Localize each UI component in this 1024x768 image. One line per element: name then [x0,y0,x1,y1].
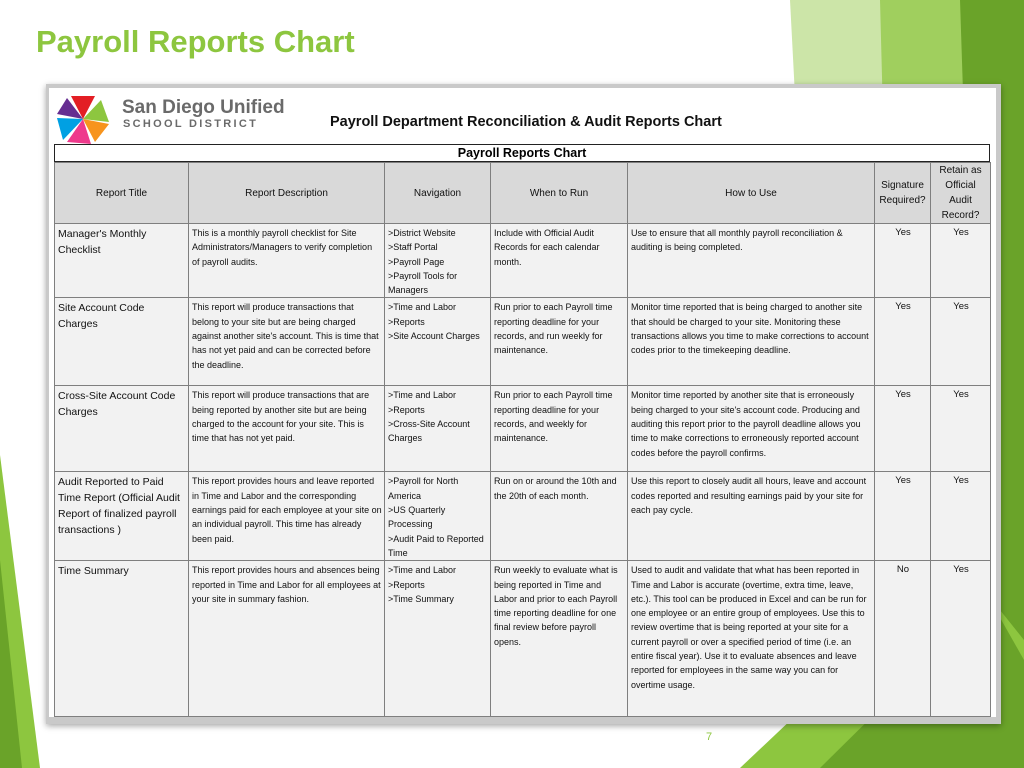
report-title-cell: Cross-Site Account Code Charges [55,386,189,472]
nav-step: >Audit Paid to Reported Time [388,533,484,558]
header-when-to-run: When to Run [491,163,628,224]
when-to-run-cell: Run weekly to evaluate what is being reported in Time and Labor and prior to each Payroll time reporting deadline for one final review before payroll opens. [491,561,628,717]
when-to-run-cell: Run on or around the 10th and the 20th of each month. [491,472,628,561]
header-row [55,163,991,224]
signature-cell: Yes [875,472,931,561]
retain-cell: Yes [931,472,991,561]
signature-cell: No [875,561,931,717]
nav-step: >Cross-Site Account Charges [388,419,470,444]
slide-title: Payroll Reports Chart [36,24,355,59]
nav-step: >Site Account Charges [388,331,480,342]
retain-cell: Yes [931,224,991,298]
table-row [55,298,991,386]
nav-step: >Time and Labor [388,390,456,401]
how-to-use-cell: Monitor time reported that is being charged to another site that should be charged to your site. Monitoring these transactions allows you time to make corrections to account codes prior to the timekeeping deadline. [628,298,875,386]
report-title-text: Audit Reported to Paid Time Report [58,476,164,505]
retain-cell: Yes [931,386,991,472]
retain-cell: Yes [931,298,991,386]
district-logo-icon [55,94,111,144]
header-navigation: Navigation [385,163,491,224]
reports-table [54,162,991,717]
navigation-cell [385,472,491,561]
header-report-description: Report Description [189,163,385,224]
nav-step: >Payroll for North America [388,476,459,501]
when-to-run-cell: Run prior to each Payroll time reporting deadline for your records, and weekly for maintenance. [491,386,628,472]
report-title-cell: Site Account Code Charges [55,298,189,386]
table-row [55,224,991,298]
signature-cell: Yes [875,224,931,298]
report-title-cell: Manager's Monthly Checklist [55,224,189,298]
retain-cell: Yes [931,561,991,717]
org-subtitle: SCHOOL DISTRICT [123,118,259,130]
nav-step: >Time and Labor [388,302,456,313]
table-row [55,472,991,561]
report-title-cell: Time Summary [55,561,189,717]
when-to-run-cell: Include with Official Audit Records for each calendar month. [491,224,628,298]
header-how-to-use: How to Use [628,163,875,224]
how-to-use-cell: Use to ensure that all monthly payroll reconciliation & auditing is being completed. [628,224,875,298]
table-row [55,561,991,717]
nav-step: >Time and Labor [388,565,456,576]
how-to-use-cell: Monitor time reported by another site that is erroneously being charged to your site's account code. Producing and auditing this report prior to the payroll deadline allows you time to make corrections to erroneously reported account codes before the payroll confirms. [628,386,875,472]
how-to-use-cell: Used to audit and validate that what has been reported in Time and Labor is accurate (overtime, extra time, leave, etc.). This tool can be produced in Excel and can be run for one employee or an entire group of employees. Use this to review overtime that is being reported at your site for a current payroll or over a specified period of time (i.e. an entire fiscal year). Use it to evaluate absences and leave reported for employees in the same way you can for overtime usage. [628,561,875,717]
nav-step: >Reports [388,404,425,415]
nav-step: >Reports [388,316,425,327]
report-description-cell: This report will produce transactions that are being reported by another site but are being charged to the account for your site. This is time that has not yet paid. [189,386,385,472]
nav-step: >Reports [388,579,425,590]
header-signature-required: Signature Required? [875,163,931,224]
org-name: San Diego Unified [122,97,285,118]
page-number: 7 [706,731,713,743]
navigation-cell [385,561,491,717]
navigation-cell [385,224,491,298]
nav-step: >District Website [388,228,456,238]
when-to-run-cell: Run prior to each Payroll time reporting deadline for your records, and run weekly for maintenance. [491,298,628,386]
nav-step: >Time Summary [388,593,454,604]
nav-step: >US Quarterly Processing [388,505,446,530]
header-retain-record: Retain as Official Audit Record? [931,163,991,224]
navigation-cell [385,298,491,386]
signature-cell: Yes [875,386,931,472]
report-title-cell [55,472,189,561]
report-description-cell: This report will produce transactions that belong to your site but are being charged against another site's account. This is time that has not yet paid and can be corrected before the deadline. [189,298,385,386]
table-row [55,386,991,472]
report-description-cell: This report provides hours and leave reported in Time and Labor and the corresponding earnings paid for each employee at your site on an individual payroll. This time has already been paid. [189,472,385,561]
report-title-note: (Official Audit Report of finalized payroll transactions ) [58,492,180,537]
how-to-use-cell: Use this report to closely audit all hours, leave and account codes reported and resulting earnings paid by your site for each pay cycle. [628,472,875,561]
navigation-cell [385,386,491,472]
document-title: Payroll Department Reconciliation & Audit Reports Chart [330,114,722,130]
nav-step: >Payroll Tools for Managers [388,270,458,296]
chart-title: Payroll Reports Chart [54,144,990,162]
report-description-cell: This report provides hours and absences being reported in Time and Labor for all employees at your site in summary fashion. [189,561,385,717]
report-description-cell: This is a monthly payroll checklist for Site Administrators/Managers to verify completion of payroll audits. [189,224,385,298]
nav-step: >Staff Portal [388,242,438,253]
signature-cell: Yes [875,298,931,386]
header-report-title: Report Title [55,163,189,224]
embedded-document [49,88,996,717]
nav-step: >Payroll Page [388,256,445,267]
